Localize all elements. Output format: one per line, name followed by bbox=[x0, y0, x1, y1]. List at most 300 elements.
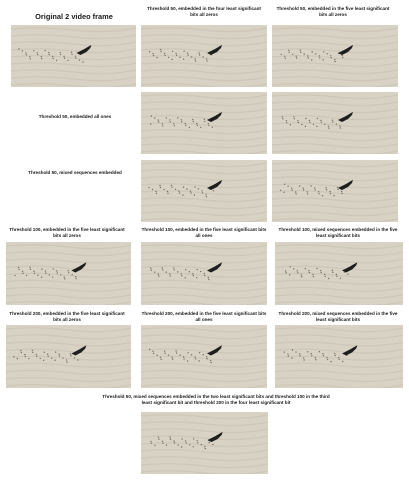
pebble bbox=[305, 126, 306, 127]
pebble bbox=[174, 125, 175, 126]
pebble bbox=[306, 191, 307, 192]
pebble bbox=[335, 61, 336, 62]
pebble bbox=[206, 356, 207, 357]
beach-scene bbox=[141, 412, 268, 474]
pebble bbox=[179, 192, 180, 193]
pebble bbox=[52, 276, 53, 277]
pebble bbox=[192, 119, 193, 120]
pebble bbox=[204, 275, 205, 276]
pebble bbox=[328, 126, 329, 127]
pebble bbox=[210, 360, 211, 361]
frame-t50-five-zeros bbox=[272, 25, 398, 87]
pebble bbox=[315, 359, 316, 360]
pebble bbox=[208, 125, 209, 126]
pebble bbox=[308, 57, 309, 58]
pebble bbox=[41, 268, 42, 269]
caption-t200-mixed: Threshold 200, mixed sequences embedded in the five least significant bits bbox=[278, 311, 398, 322]
pebble bbox=[53, 268, 54, 269]
pebble bbox=[309, 120, 310, 121]
pebble bbox=[288, 355, 289, 356]
pebble bbox=[193, 438, 194, 439]
beach-scene bbox=[275, 325, 403, 388]
pebble bbox=[206, 196, 207, 197]
pebble bbox=[198, 360, 199, 361]
pebble bbox=[45, 270, 46, 271]
pebble bbox=[330, 361, 331, 362]
pebble bbox=[298, 122, 299, 123]
pebble bbox=[189, 444, 190, 445]
pebble bbox=[179, 57, 180, 58]
pebble bbox=[164, 353, 165, 354]
frame-t50-four-zeros bbox=[141, 25, 267, 87]
pebble bbox=[291, 189, 292, 190]
pebble bbox=[291, 188, 292, 189]
pebble bbox=[154, 445, 155, 446]
pebble bbox=[336, 123, 337, 124]
pebble bbox=[307, 351, 308, 352]
pebble bbox=[49, 54, 50, 55]
pebble bbox=[56, 270, 57, 271]
pebble bbox=[307, 55, 308, 56]
pebble bbox=[324, 274, 325, 275]
pebble bbox=[338, 359, 339, 360]
pebble bbox=[299, 185, 300, 186]
pebble bbox=[208, 123, 209, 124]
beach-scene bbox=[141, 242, 267, 305]
pebble bbox=[77, 359, 78, 360]
pebble bbox=[13, 356, 14, 357]
pebble bbox=[189, 271, 190, 272]
pebble bbox=[295, 193, 296, 194]
pebble bbox=[183, 358, 184, 359]
pebble bbox=[155, 191, 156, 192]
beach-scene bbox=[272, 25, 398, 87]
pebble bbox=[342, 361, 343, 362]
pebble bbox=[328, 278, 329, 279]
pebble bbox=[329, 191, 330, 192]
pebble bbox=[167, 193, 168, 194]
pebble bbox=[293, 268, 294, 269]
pebble bbox=[337, 187, 338, 188]
pebble bbox=[181, 121, 182, 122]
beach-scene bbox=[6, 325, 131, 388]
pebble bbox=[183, 59, 184, 60]
pebble bbox=[304, 53, 305, 54]
pebble bbox=[151, 115, 152, 116]
pebble bbox=[316, 126, 317, 127]
pebble bbox=[162, 443, 163, 444]
pebble bbox=[194, 186, 195, 187]
pebble bbox=[323, 51, 324, 52]
pebble bbox=[158, 273, 159, 274]
beach-scene bbox=[272, 160, 398, 222]
pebble bbox=[181, 119, 182, 120]
pebble bbox=[64, 58, 65, 59]
pebble bbox=[185, 277, 186, 278]
frame-t100-five-zeros bbox=[6, 242, 131, 305]
pebble bbox=[183, 51, 184, 52]
pebble bbox=[204, 119, 205, 120]
pebble bbox=[285, 272, 286, 273]
pebble bbox=[156, 193, 157, 194]
caption-t100-mixed: Threshold 100, mixed sequences embedded in the five least significant bits bbox=[278, 227, 398, 238]
pebble bbox=[322, 195, 323, 196]
pebble bbox=[37, 54, 38, 55]
pebble bbox=[183, 186, 184, 187]
pebble bbox=[52, 56, 53, 57]
pebble bbox=[202, 192, 203, 193]
pebble bbox=[323, 59, 324, 60]
pebble bbox=[166, 444, 167, 445]
pebble bbox=[40, 358, 41, 359]
pebble bbox=[170, 439, 171, 440]
pebble bbox=[206, 58, 207, 59]
beach-scene bbox=[141, 325, 267, 388]
pebble bbox=[321, 122, 322, 123]
pebble bbox=[163, 189, 164, 190]
pebble bbox=[59, 355, 60, 356]
pebble bbox=[44, 352, 45, 353]
pebble bbox=[315, 53, 316, 54]
pebble bbox=[297, 120, 298, 121]
pebble bbox=[167, 191, 168, 192]
beach-scene bbox=[275, 242, 403, 305]
pebble bbox=[303, 359, 304, 360]
pebble bbox=[171, 187, 172, 188]
pebble bbox=[332, 121, 333, 122]
pebble bbox=[159, 185, 160, 186]
pebble bbox=[314, 187, 315, 188]
pebble bbox=[175, 350, 176, 351]
pebble bbox=[160, 51, 161, 52]
pebble bbox=[315, 357, 316, 358]
pebble bbox=[205, 194, 206, 195]
pebble bbox=[41, 56, 42, 57]
pebble bbox=[336, 276, 337, 277]
pebble bbox=[301, 124, 302, 125]
pebble bbox=[320, 120, 321, 121]
pebble bbox=[319, 351, 320, 352]
pebble bbox=[303, 357, 304, 358]
pebble bbox=[168, 57, 169, 58]
pebble bbox=[25, 52, 26, 53]
pebble bbox=[45, 272, 46, 273]
pebble bbox=[68, 272, 69, 273]
pebble bbox=[210, 362, 211, 363]
pebble bbox=[289, 274, 290, 275]
pebble bbox=[164, 55, 165, 56]
pebble bbox=[187, 55, 188, 56]
pebble bbox=[158, 437, 159, 438]
pebble bbox=[190, 192, 191, 193]
pebble bbox=[297, 272, 298, 273]
pebble bbox=[196, 123, 197, 124]
pebble bbox=[342, 55, 343, 56]
pebble bbox=[324, 276, 325, 277]
pebble bbox=[171, 357, 172, 358]
pebble bbox=[332, 270, 333, 271]
pebble bbox=[319, 57, 320, 58]
frame-t100-mixed bbox=[275, 242, 403, 305]
pebble bbox=[18, 48, 19, 49]
caption-t100-five-zeros: Threshold 100, embedded in the five least significant bits all zeros bbox=[9, 227, 125, 238]
pebble bbox=[153, 353, 154, 354]
pebble bbox=[197, 269, 198, 270]
pebble bbox=[199, 352, 200, 353]
pebble bbox=[280, 190, 281, 191]
frame-original bbox=[11, 25, 136, 87]
pebble bbox=[192, 273, 193, 274]
beach-scene bbox=[141, 25, 267, 87]
pebble bbox=[347, 274, 348, 275]
pebble bbox=[29, 56, 30, 57]
pebble bbox=[334, 353, 335, 354]
pebble bbox=[286, 122, 287, 123]
pebble bbox=[197, 440, 198, 441]
pebble bbox=[58, 353, 59, 354]
pebble bbox=[160, 359, 161, 360]
pebble bbox=[57, 272, 58, 273]
pebble bbox=[36, 354, 37, 355]
caption-t50-mixed: Threshold 50, mixed sequences embedded bbox=[28, 170, 122, 175]
pebble bbox=[326, 357, 327, 358]
pebble bbox=[152, 53, 153, 54]
pebble bbox=[189, 127, 190, 128]
pebble bbox=[169, 437, 170, 438]
pebble bbox=[71, 274, 72, 275]
pebble bbox=[75, 276, 76, 277]
pebble bbox=[52, 58, 53, 59]
beach-scene bbox=[11, 25, 136, 87]
pebble bbox=[290, 124, 291, 125]
pebble bbox=[341, 193, 342, 194]
pebble bbox=[292, 349, 293, 350]
pebble bbox=[177, 271, 178, 272]
caption-t50-all-ones: Threshold 50, embedded all ones bbox=[38, 114, 112, 119]
pebble bbox=[164, 53, 165, 54]
pebble bbox=[75, 278, 76, 279]
pebble bbox=[59, 52, 60, 53]
caption-combined: Threshold 50, mixed sequences embedded in the two least significant bits and threshold 100 in the third least significant bit and threshold 200 in the four least significant bit bbox=[102, 394, 330, 405]
pebble bbox=[173, 123, 174, 124]
pebble bbox=[176, 352, 177, 353]
pebble bbox=[33, 271, 34, 272]
pebble bbox=[327, 359, 328, 360]
pebble bbox=[212, 127, 213, 128]
pebble bbox=[67, 60, 68, 61]
pebble bbox=[181, 446, 182, 447]
pebble bbox=[175, 53, 176, 54]
pebble bbox=[199, 54, 200, 55]
pebble bbox=[37, 275, 38, 276]
frame-combined bbox=[141, 412, 268, 474]
pebble bbox=[198, 52, 199, 53]
beach-scene bbox=[6, 242, 131, 305]
pebble bbox=[303, 189, 304, 190]
beach-scene bbox=[272, 92, 398, 154]
pebble bbox=[150, 123, 151, 124]
pebble bbox=[289, 266, 290, 267]
pebble bbox=[30, 269, 31, 270]
pebble bbox=[24, 354, 25, 355]
pebble bbox=[29, 267, 30, 268]
pebble bbox=[307, 193, 308, 194]
pebble bbox=[209, 442, 210, 443]
pebble bbox=[293, 116, 294, 117]
frame-t100-five-ones bbox=[141, 242, 267, 305]
pebble bbox=[208, 279, 209, 280]
pebble bbox=[327, 53, 328, 54]
pebble bbox=[47, 356, 48, 357]
pebble bbox=[173, 440, 174, 441]
pebble bbox=[194, 58, 195, 59]
pebble bbox=[202, 354, 203, 355]
pebble bbox=[324, 124, 325, 125]
pebble bbox=[71, 54, 72, 55]
pebble bbox=[295, 351, 296, 352]
pebble bbox=[190, 190, 191, 191]
pebble bbox=[299, 353, 300, 354]
pebble bbox=[169, 119, 170, 120]
pebble bbox=[28, 358, 29, 359]
pebble bbox=[187, 360, 188, 361]
pebble bbox=[301, 274, 302, 275]
pebble bbox=[45, 50, 46, 51]
pebble bbox=[171, 59, 172, 60]
frame-t200-mixed bbox=[275, 325, 403, 388]
pebble bbox=[291, 357, 292, 358]
pebble bbox=[150, 268, 151, 269]
pebble bbox=[310, 185, 311, 186]
pebble bbox=[311, 353, 312, 354]
pebble bbox=[313, 276, 314, 277]
pebble bbox=[193, 121, 194, 122]
pebble bbox=[332, 120, 333, 121]
pebble bbox=[297, 270, 298, 271]
caption-t200-five-ones: Threshold 200, embedded in the five least significant bits all ones bbox=[141, 311, 267, 322]
pebble bbox=[339, 125, 340, 126]
pebble bbox=[193, 275, 194, 276]
pebble bbox=[198, 188, 199, 189]
frame-t200-five-zeros bbox=[6, 325, 131, 388]
pebble bbox=[18, 269, 19, 270]
pebble bbox=[153, 55, 154, 56]
pebble bbox=[41, 276, 42, 277]
pebble bbox=[287, 186, 288, 187]
caption-t50-four-zeros: Threshold 50, embedded in the four least significant bits all zeros bbox=[147, 6, 261, 17]
pebble bbox=[287, 353, 288, 354]
pebble bbox=[173, 267, 174, 268]
frame-t200-five-ones bbox=[141, 325, 267, 388]
frame-t50-all-ones-alt bbox=[272, 92, 398, 154]
pebble bbox=[284, 351, 285, 352]
pebble bbox=[204, 446, 205, 447]
pebble bbox=[74, 357, 75, 358]
pebble bbox=[342, 57, 343, 58]
pebble bbox=[204, 273, 205, 274]
pebble bbox=[170, 121, 171, 122]
pebble bbox=[71, 52, 72, 53]
pebble bbox=[205, 448, 206, 449]
pebble bbox=[316, 268, 317, 269]
pebble bbox=[154, 117, 155, 118]
pebble bbox=[47, 354, 48, 355]
pebble bbox=[284, 184, 285, 185]
pebble bbox=[25, 356, 26, 357]
pebble bbox=[320, 272, 321, 273]
pebble bbox=[212, 444, 213, 445]
pebble bbox=[70, 355, 71, 356]
pebble bbox=[302, 187, 303, 188]
pebble bbox=[179, 354, 180, 355]
pebble bbox=[201, 190, 202, 191]
pebble bbox=[312, 274, 313, 275]
pebble bbox=[194, 194, 195, 195]
pebble bbox=[340, 278, 341, 279]
pebble bbox=[326, 189, 327, 190]
pebble bbox=[309, 272, 310, 273]
pebble bbox=[206, 358, 207, 359]
pebble bbox=[311, 355, 312, 356]
pebble bbox=[181, 273, 182, 274]
pebble bbox=[160, 357, 161, 358]
pebble bbox=[162, 267, 163, 268]
pebble bbox=[152, 189, 153, 190]
pebble bbox=[319, 55, 320, 56]
pebble bbox=[195, 358, 196, 359]
pebble bbox=[37, 52, 38, 53]
pebble bbox=[341, 191, 342, 192]
pebble bbox=[301, 276, 302, 277]
pebble bbox=[21, 352, 22, 353]
pebble bbox=[294, 118, 295, 119]
pebble bbox=[151, 443, 152, 444]
pebble bbox=[323, 355, 324, 356]
pebble bbox=[300, 50, 301, 51]
pebble bbox=[22, 273, 23, 274]
pebble bbox=[196, 277, 197, 278]
pebble bbox=[281, 54, 282, 55]
pebble bbox=[158, 121, 159, 122]
pebble bbox=[60, 54, 61, 55]
frame-t50-all-ones bbox=[141, 92, 267, 154]
pebble bbox=[154, 271, 155, 272]
pebble bbox=[177, 117, 178, 118]
pebble bbox=[285, 58, 286, 59]
pebble bbox=[70, 353, 71, 354]
pebble bbox=[191, 56, 192, 57]
pebble bbox=[20, 350, 21, 351]
pebble bbox=[177, 444, 178, 445]
pebble bbox=[334, 355, 335, 356]
pebble bbox=[82, 61, 83, 62]
pebble bbox=[309, 122, 310, 123]
pebble bbox=[311, 59, 312, 60]
pebble bbox=[56, 60, 57, 61]
pebble bbox=[162, 125, 163, 126]
pebble bbox=[48, 52, 49, 53]
pebble bbox=[328, 127, 329, 128]
pebble bbox=[295, 191, 296, 192]
pebble bbox=[62, 357, 63, 358]
pebble bbox=[296, 56, 297, 57]
pebble bbox=[160, 49, 161, 50]
pebble bbox=[54, 359, 55, 360]
pebble bbox=[337, 189, 338, 190]
frame-t50-mixed bbox=[141, 160, 267, 222]
pebble bbox=[181, 438, 182, 439]
caption-original-frame: Original 2 video frame bbox=[35, 12, 113, 21]
